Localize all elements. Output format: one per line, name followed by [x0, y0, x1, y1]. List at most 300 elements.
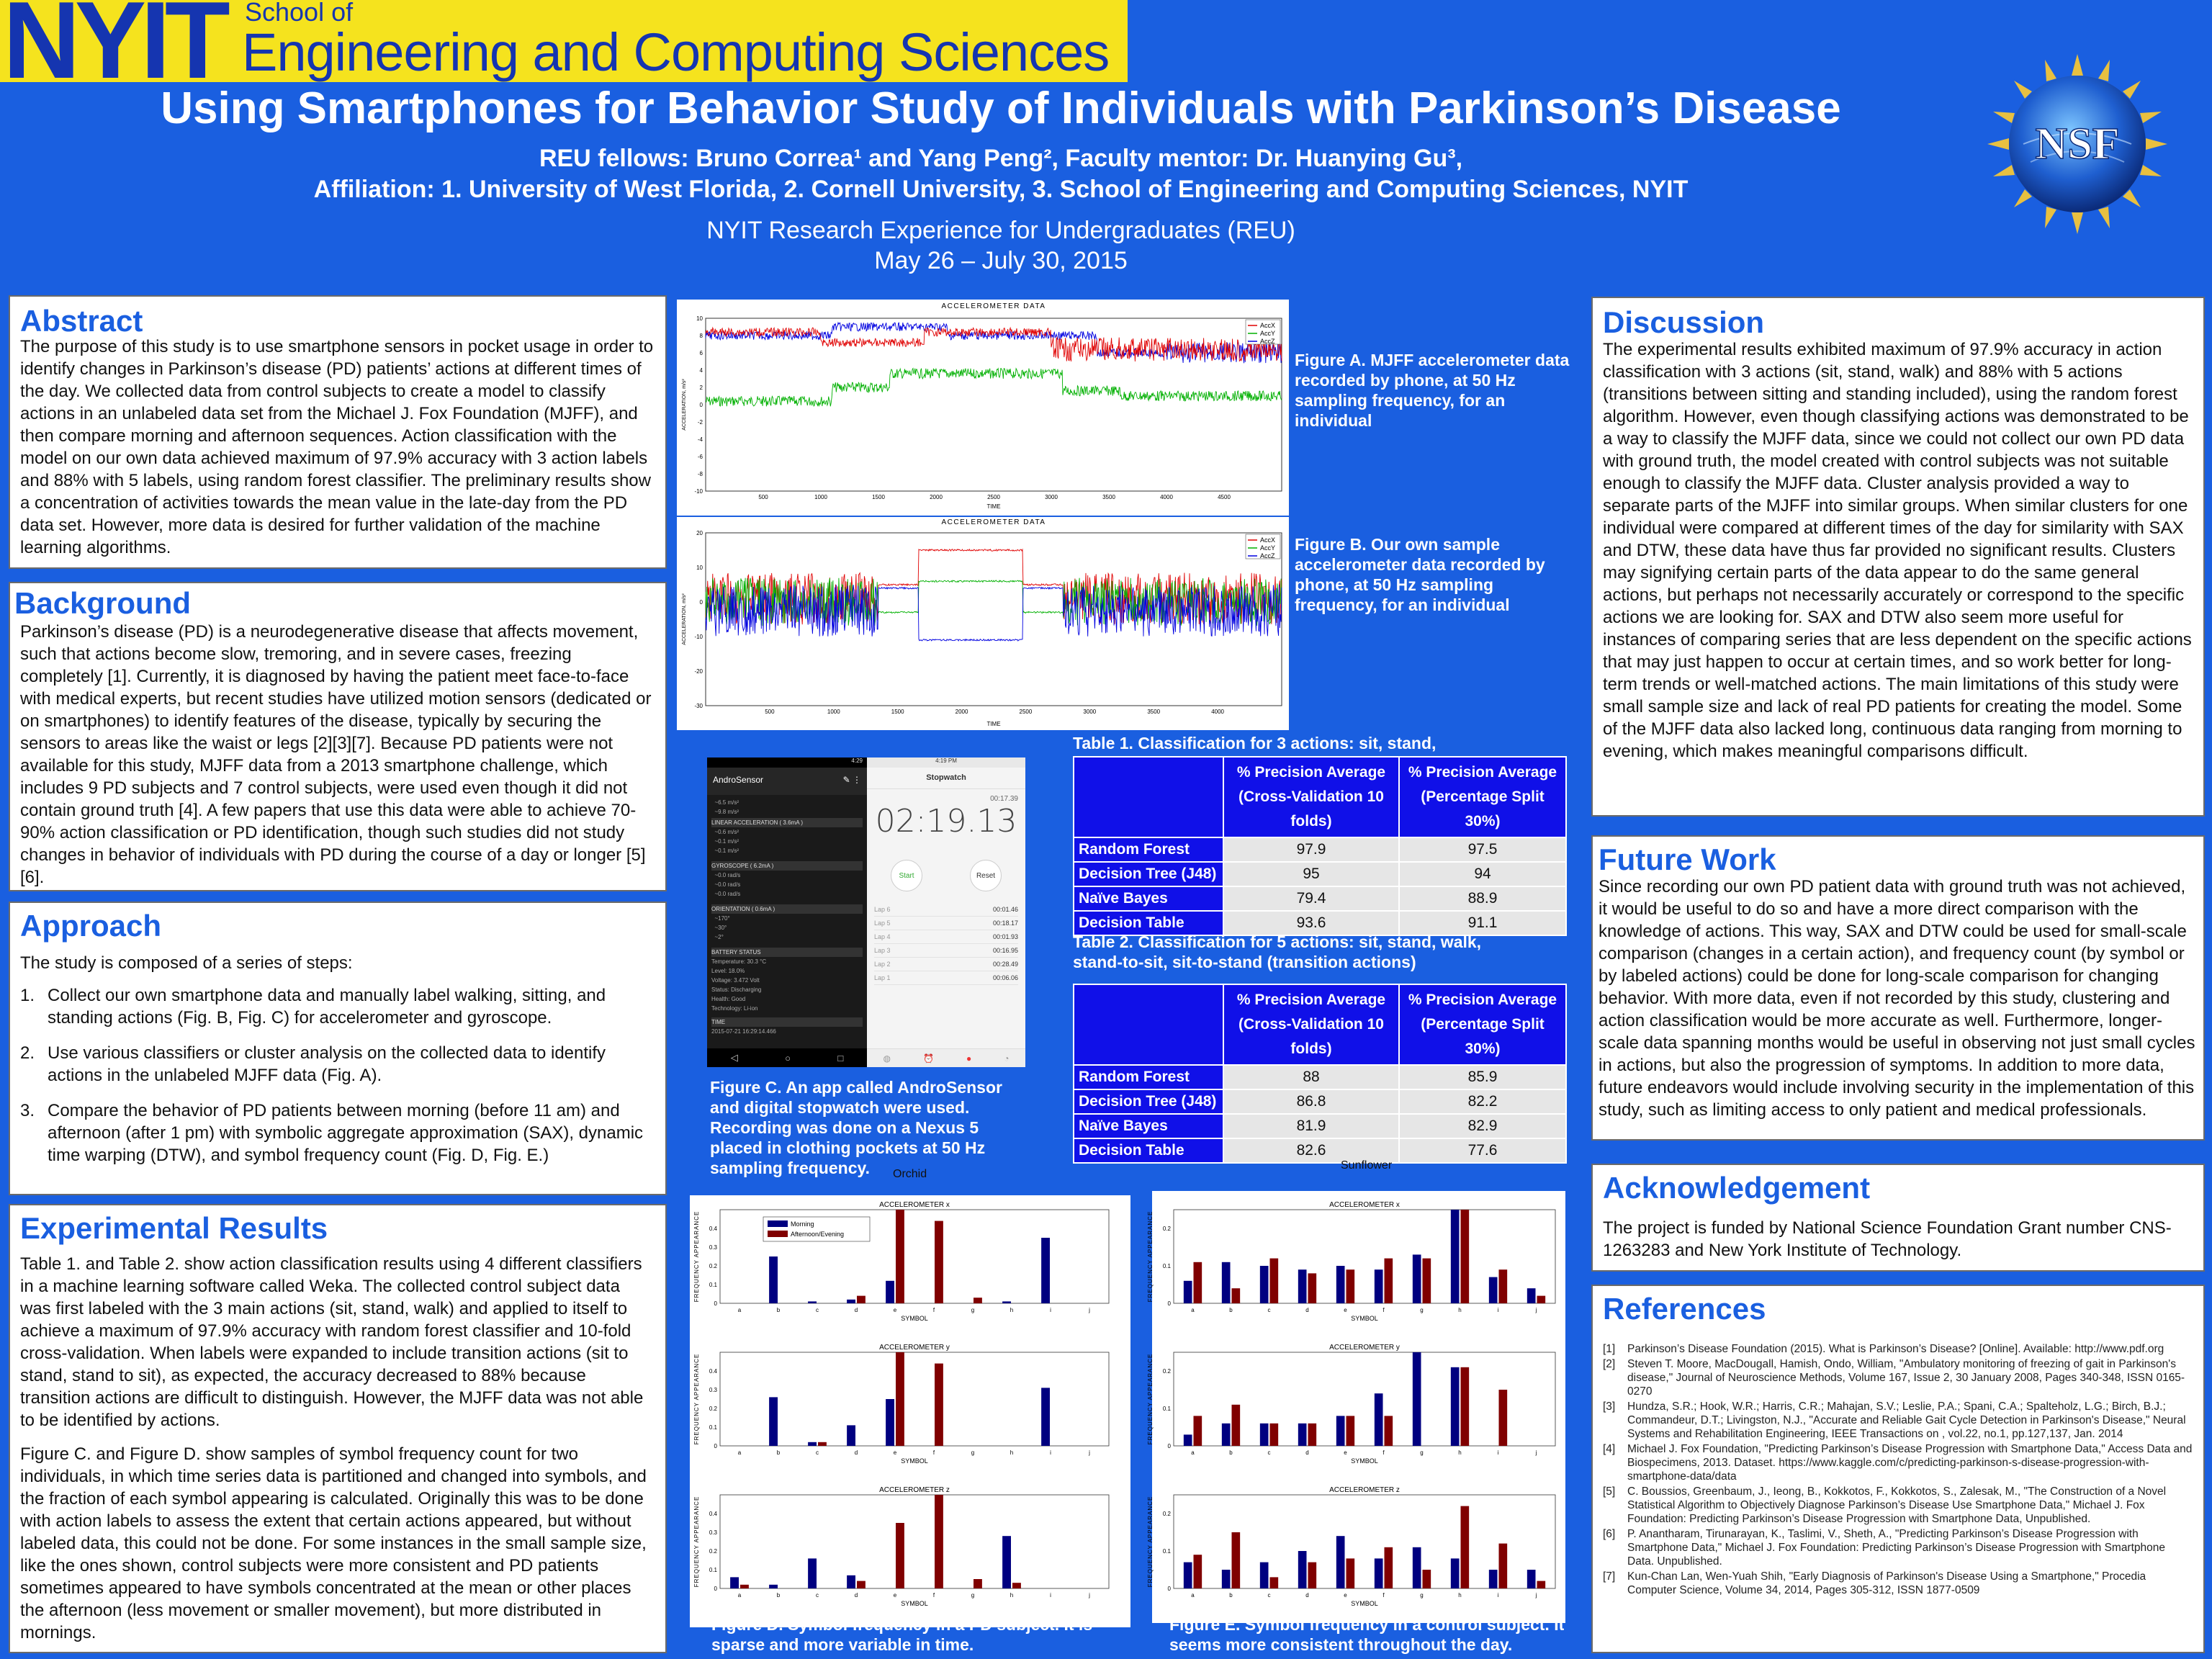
bar-category-label: f — [1382, 1449, 1385, 1456]
bar-morning — [1451, 1558, 1460, 1588]
bar-afternoon — [1270, 1424, 1279, 1446]
bar-afternoon — [1423, 1570, 1431, 1588]
authors-line: REU fellows: Bruno Correa¹ and Yang Peng², Faculty mentor: Dr. Huanying Gu³, — [539, 145, 1463, 172]
y-tick-label: 20 — [696, 530, 703, 536]
table-1-caption: Table 1. Classification for 3 actions: sit, stand, — [1073, 734, 1437, 752]
lap-row: Lap 6 00:01.46 — [874, 903, 1018, 917]
bar-category-label: h — [1010, 1592, 1014, 1599]
table-1-header: % Precision Average (Cross-Validation 10 folds) — [1223, 757, 1399, 837]
classifier-name: Decision Table — [1074, 911, 1223, 935]
svg-text:TIME: TIME — [986, 721, 1001, 727]
legend-label: AccY — [1260, 330, 1276, 337]
background-section — [9, 582, 667, 891]
reference-item: [1] Parkinson’s Disease Foundation (2015). What is Parkinson’s Disease? [Online]. Available: http://www.pdf.org — [1603, 1343, 2164, 1355]
alarm-icon[interactable]: ⏰ — [923, 1053, 934, 1064]
approach-steps — [20, 984, 655, 1166]
bar-y-tick: 0.1 — [709, 1567, 717, 1573]
bar-morning — [1298, 1269, 1307, 1303]
bar-morning — [886, 1399, 894, 1446]
reference-item: [7] Kun-Chan Lan, Wen-Yuah Shih, "Early Diagnosis of Parkinson's Disease Using a Smartphone," Procedia Computer Science, Volume 34, 2014, Pages 305-312, ISSN 1877-0509 — [1603, 1570, 2146, 1596]
x-tick-label: 3000 — [1045, 494, 1058, 500]
precision-value: 88.9 — [1399, 886, 1566, 911]
bar-chart-title: ACCELEROMETER y — [1329, 1344, 1400, 1352]
bar-y-tick: 0 — [1167, 1443, 1171, 1449]
bar-y-tick: 0.4 — [709, 1368, 717, 1375]
bar-category-label: c — [816, 1592, 819, 1599]
legend-swatch — [768, 1220, 788, 1227]
bar-morning — [1375, 1558, 1383, 1588]
bar-category-label: b — [776, 1592, 781, 1599]
precision-value: 82.9 — [1399, 1114, 1566, 1138]
x-tick-label: 2500 — [1019, 709, 1033, 715]
bar-y-tick: 0.3 — [709, 1244, 717, 1251]
acknowledgement-text: The project is funded by National Science Foundation Grant number CNS-1263283 and New York Institute of Technology. — [1603, 1218, 2172, 1260]
bar-afternoon — [974, 1298, 982, 1303]
x-tick-label: 1500 — [891, 709, 904, 715]
background-text: Parkinson’s disease (PD) is a neurodegenerative disease that affects movement, such that actions become slow, tremoring, and in severe cases, freezing completely [1]. Currently, it is diagnosed by having the patient meet face-to-face with medical experts, but recent studies have utilized motion sensors (dedicated or on smartphones) to identify features of the disease, typically by securing the sensors to areas like the waist or legs [2][3][7]. Because PD patients were not available for this study, MJFF data from a 2013 smartphone challenge, which includes 9 PD subjects and 7 control subjects, were used even though it did not contain ground truth [4]. A few papers that use this data were able to achieve 70-90% action classification or PD identification, though such studies did not study changes in behavior of individuals with PD during the course of a day or longer [5][6]. — [20, 622, 652, 887]
bar-category-label: j — [1089, 1592, 1090, 1599]
bar-afternoon — [935, 1495, 943, 1588]
timer-icon[interactable]: ◔ — [1004, 1053, 1010, 1064]
bar-category-label: d — [1305, 1449, 1309, 1456]
lap-list — [867, 903, 1025, 985]
svg-text:ACCELEROMETER DATA: ACCELEROMETER DATA — [941, 302, 1046, 310]
bar-category-label: i — [1497, 1307, 1499, 1313]
bar-afternoon — [1385, 1547, 1393, 1588]
nyit-logo: NYIT — [3, 0, 225, 102]
bar-y-tick: 0.2 — [1162, 1226, 1171, 1232]
precision-value: 97.9 — [1223, 837, 1399, 862]
results-section — [9, 1204, 667, 1653]
bar-y-tick: 0 — [1167, 1300, 1171, 1307]
bar-plot-area — [720, 1352, 1109, 1446]
bar-category-label: d — [1305, 1592, 1309, 1599]
figure-e-caption: Figure E. Symbol frequency in a control subject. It seems more consistent throughout the day. — [1169, 1615, 1565, 1654]
bar-category-label: g — [971, 1592, 975, 1599]
bar-afternoon — [1270, 1577, 1279, 1588]
bar-y-label: FREQUENCY APPEARANCE — [1147, 1353, 1154, 1445]
legend-label: Morning — [791, 1220, 814, 1228]
x-tick-label: 3500 — [1102, 494, 1115, 500]
bar-category-label: c — [1267, 1592, 1271, 1599]
program-line: NYIT Research Experience for Undergraduates (REU) — [706, 217, 1295, 244]
x-tick-label: 3000 — [1083, 709, 1097, 715]
bar-category-label: i — [1497, 1592, 1499, 1599]
bar-chart-title: ACCELEROMETER x — [1329, 1201, 1400, 1209]
discussion-text: The experimental results exhibited maximum of 97.9% accuracy in action classification with 3 actions (sit, stand, walk) and 88% with 5 actions (transitions between sitting and standing included), using the random forest algorithm. However, even though classifying actions was demonstrated to be a way to classify the MJFF data, since we could not collect our own PD data with ground truth, the model created with control subjects was not suitable enough to classify the MJFF data. Cluster analysis provided a way to separate parts of the MJFF into similar groups. When similar clusters for one individual were compared at different times of the day for similarity with SAX and DTW, these data have thus far provided no significant results. Clusters may signifying certain parts of the data appear to do the same general actions, but perhaps not necessarily accurately or correspond to the specific actions we are looking for. SAX and DTW also seem more useful for instances of comparing series that are less dependent on the specific actions that may just happen to occur at certain times, and so work better for long-term trends or well-matched actions. The main limitations of this study were small sample size and lack of real PD patients for creating the model. Some of the MJFF data also lacked long, continuous data ranging from morning to evening, which makes meaningful comparisons difficult. — [1603, 340, 2192, 761]
precision-value: 91.1 — [1399, 911, 1566, 935]
x-tick-label: 4000 — [1211, 709, 1225, 715]
classifier-name: Naïve Bayes — [1074, 886, 1223, 911]
bar-category-label: h — [1458, 1592, 1462, 1599]
bar-category-label: c — [816, 1449, 819, 1456]
androsensor-menu-icon[interactable]: ✎ ⋮ — [842, 775, 861, 785]
classifier-name: Random Forest — [1074, 837, 1223, 862]
precision-value: 77.6 — [1399, 1138, 1566, 1163]
references-section — [1591, 1285, 2205, 1653]
bar-afternoon — [1461, 1210, 1470, 1303]
stopwatch-reset-button[interactable]: Reset — [970, 860, 1002, 891]
table-2-header: % Precision Average (Percentage Split 30%) — [1399, 984, 1566, 1065]
bar-category-label: a — [1191, 1592, 1195, 1599]
bar-category-label: g — [1420, 1592, 1424, 1599]
bar-morning — [1336, 1536, 1345, 1588]
bar-morning — [1451, 1210, 1460, 1303]
precision-value: 85.9 — [1399, 1065, 1566, 1089]
x-tick-label: 4500 — [1218, 494, 1231, 500]
bar-morning — [847, 1300, 855, 1303]
classifier-name: Decision Tree (J48) — [1074, 1089, 1223, 1114]
stopwatch-title: Stopwatch — [867, 768, 1025, 789]
bar-category-label: j — [1089, 1307, 1090, 1313]
bar-morning — [1413, 1254, 1421, 1303]
y-tick-label: -2 — [697, 419, 703, 426]
affiliation-line: Affiliation: 1. University of West Florida, 2. Cornell University, 3. School of Engineering and Computing Sciences, NYIT — [313, 176, 1689, 203]
bar-category-label: e — [1344, 1307, 1347, 1313]
bar-y-label: FREQUENCY APPEARANCE — [693, 1496, 700, 1588]
bar-category-label: e — [1344, 1592, 1347, 1599]
bar-afternoon — [1346, 1558, 1355, 1588]
bar-afternoon — [1537, 1296, 1546, 1303]
bar-category-label: c — [816, 1307, 819, 1313]
bar-afternoon — [1385, 1416, 1393, 1446]
precision-value: 95 — [1223, 862, 1399, 886]
x-tick-label: 2000 — [930, 494, 943, 500]
bar-morning — [1260, 1424, 1269, 1446]
bar-y-tick: 0.1 — [1162, 1263, 1171, 1269]
bar-category-label: f — [932, 1307, 935, 1313]
bar-category-label: a — [737, 1449, 742, 1456]
bar-category-label: i — [1050, 1592, 1051, 1599]
bar-afternoon — [1461, 1367, 1470, 1446]
table-row — [1074, 1138, 1566, 1163]
world-clock-icon[interactable]: ◍ — [883, 1053, 891, 1064]
y-tick-label: 2 — [699, 385, 703, 391]
x-tick-label: 1000 — [814, 494, 827, 500]
bar-afternoon — [818, 1442, 827, 1446]
bar-category-label: a — [1191, 1449, 1195, 1456]
table-1 — [1073, 756, 1567, 936]
bar-category-label: i — [1497, 1449, 1499, 1456]
bar-category-label: f — [1382, 1307, 1385, 1313]
lap-row: Lap 3 00:16.95 — [874, 944, 1018, 958]
androsensor-app-title: AndroSensor — [713, 775, 764, 785]
bar-y-tick: 0.2 — [1162, 1368, 1171, 1375]
bar-category-label: h — [1458, 1449, 1462, 1456]
bar-category-label: b — [1229, 1592, 1233, 1599]
precision-value: 94 — [1399, 862, 1566, 886]
bar-afternoon — [740, 1585, 749, 1588]
bar-category-label: d — [1305, 1307, 1309, 1313]
bar-y-tick: 0.4 — [709, 1226, 717, 1232]
bar-afternoon — [1499, 1390, 1508, 1446]
results-para-1: Table 1. and Table 2. show action classification results using 4 different classifiers in a machine learning software called Weka. The collected control subject data was first labeled with the 3 main actions (sit, stand, walk) and applied to itself to achieve a maximum of 97.9% accuracy with random forest classifier and 10-fold cross-validation. When labels were expanded to include transition actions (sit to stand, stand to sit), as expected, the accuracy decreased to 88% because transition actions are difficult to distinguish. However, the MJFF data was not able to be identified by actions. — [20, 1254, 644, 1430]
poster-title: Using Smartphones for Behavior Study of Individuals with Parkinson’s Disease — [161, 84, 1841, 133]
bar-y-label: FREQUENCY APPEARANCE — [693, 1210, 700, 1303]
bar-afternoon — [1194, 1416, 1202, 1446]
bar-afternoon — [1308, 1424, 1317, 1446]
classifier-name: Decision Tree (J48) — [1074, 862, 1223, 886]
bar-afternoon — [1232, 1532, 1241, 1588]
bar-afternoon — [1499, 1544, 1508, 1588]
bar-morning — [1489, 1570, 1498, 1588]
bar-afternoon — [935, 1221, 943, 1303]
bar-plot-area — [1174, 1495, 1555, 1588]
bar-y-tick: 0.1 — [709, 1282, 717, 1288]
bar-morning — [1375, 1269, 1383, 1303]
reference-item: [3] Hundza, S.R.; Hook, W.R.; Harris, C.R.; Mahajan, S.V.; Leslie, P.A.; Spani, C.A.; Spalteholz, L.G.; Birch, B.J.; Commandeur, D.T.; Livingston, N.J., "Accurate and Reliable Gait Cycle Detection in Parkinson's Disease," Neural Systems and Rehabilitation Engineering, IEEE Transactions on , vol.22, no.1, pp.127,137, Jan. 2014 — [1603, 1401, 2186, 1440]
bar-morning — [886, 1281, 894, 1303]
figure-e-subject-label: Sunflower — [1341, 1159, 1393, 1172]
bar-x-label: SYMBOL — [1351, 1315, 1378, 1322]
table-1-header: % Precision Average (Percentage Split 30%) — [1399, 757, 1566, 837]
bar-category-label: b — [776, 1307, 781, 1313]
figure-b-caption: Figure B. Our own sample accelerometer data recorded by phone, at 50 Hz sampling frequency, for an individual — [1295, 535, 1545, 614]
bar-y-tick: 0.1 — [1162, 1406, 1171, 1412]
bar-afternoon — [1232, 1405, 1241, 1446]
classifier-name: Naïve Bayes — [1074, 1114, 1223, 1138]
bar-afternoon — [1308, 1273, 1317, 1303]
approach-step: 2. Use various classifiers or cluster analysis on the collected data to identify actions in the unlabeled MJFF data (Fig. A). — [20, 1043, 606, 1085]
recents-icon[interactable]: □ — [837, 1052, 844, 1064]
legend-swatch — [768, 1231, 788, 1237]
bar-y-label: FREQUENCY APPEARANCE — [1147, 1496, 1154, 1588]
bar-plot-area — [1174, 1352, 1555, 1446]
table-row — [1074, 837, 1566, 862]
bar-afternoon — [1423, 1259, 1431, 1303]
bar-morning — [1222, 1424, 1231, 1446]
y-tick-label: -30 — [694, 703, 703, 709]
stopwatch-icon[interactable]: ● — [966, 1053, 972, 1064]
acknowledgement-section — [1591, 1164, 2205, 1272]
precision-value: 82.6 — [1223, 1138, 1399, 1163]
bar-category-label: j — [1535, 1307, 1537, 1313]
bar-category-label: a — [1191, 1307, 1195, 1313]
bar-category-label: e — [1344, 1449, 1347, 1456]
bar-afternoon — [1308, 1563, 1317, 1588]
y-tick-label: -4 — [697, 436, 703, 443]
school-name: Engineering and Computing Sciences — [242, 22, 1110, 82]
bar-category-label: a — [737, 1307, 742, 1313]
bar-category-label: d — [854, 1592, 858, 1599]
approach-step: 3. Compare the behavior of PD patients between morning (before 11 am) and afternoon (after 1 pm) with symbolic aggregate approximation (SAX), dynamic time warping (DTW), and symbol frequency count (Fig. D, Fig. E.) — [20, 1101, 644, 1165]
bar-morning — [1298, 1424, 1307, 1446]
bar-morning — [1336, 1266, 1345, 1303]
bar-category-label: j — [1089, 1449, 1090, 1456]
figure-c-caption: Figure C. An app called AndroSensor and digital stopwatch were used. Recording was done on a Nexus 5 placed in clothing pockets at 50 Hz sampling frequency. — [710, 1078, 1002, 1177]
x-tick-label: 2500 — [987, 494, 1000, 500]
bar-chart-title: ACCELEROMETER y — [879, 1344, 950, 1352]
discussion-section — [1591, 297, 2205, 817]
table-2-header: % Precision Average (Cross-Validation 10 folds) — [1223, 984, 1399, 1065]
bar-category-label: c — [1267, 1307, 1271, 1313]
svg-text:ACCELERATION, m/s²: ACCELERATION, m/s² — [682, 379, 687, 431]
x-tick-label: 1500 — [872, 494, 885, 500]
bar-y-tick: 0.1 — [1162, 1548, 1171, 1555]
bar-morning — [1413, 1547, 1421, 1588]
approach-step: 1. Collect our own smartphone data and manually label walking, sitting, and standing actions (Fig. B, Fig. C) for accelerometer and gyroscope. — [20, 986, 606, 1028]
figure-a-chart — [677, 300, 1289, 516]
bar-plot-area — [720, 1495, 1109, 1588]
bar-afternoon — [896, 1210, 904, 1303]
bar-category-label: b — [1229, 1307, 1233, 1313]
bar-afternoon — [1012, 1583, 1021, 1588]
precision-value: 86.8 — [1223, 1089, 1399, 1114]
bar-plot-area — [1174, 1210, 1555, 1303]
y-tick-label: 0 — [699, 402, 703, 408]
figure-b-chart — [677, 517, 1289, 730]
bar-morning — [769, 1256, 778, 1303]
svg-text:ACCELEROMETER DATA: ACCELEROMETER DATA — [941, 518, 1046, 526]
bar-category-label: e — [893, 1307, 897, 1313]
bar-x-label: SYMBOL — [901, 1457, 928, 1465]
y-tick-label: 6 — [699, 350, 703, 356]
future-work-title: Future Work — [1599, 842, 1776, 876]
references-title: References — [1603, 1292, 1766, 1326]
x-tick-label: 3500 — [1147, 709, 1161, 715]
bar-morning — [1451, 1367, 1460, 1446]
y-tick-label: -10 — [694, 634, 703, 640]
legend-label: AccX — [1260, 536, 1276, 544]
bar-y-tick: 0.3 — [709, 1387, 717, 1393]
nsf-logo-icon — [1987, 54, 2167, 234]
bar-category-label: d — [854, 1307, 858, 1313]
bar-category-label: f — [1382, 1592, 1385, 1599]
y-tick-label: -6 — [697, 454, 703, 460]
bar-afternoon — [857, 1581, 866, 1588]
future-work-section — [1591, 835, 2205, 1141]
bar-afternoon — [1537, 1581, 1546, 1588]
bar-y-tick: 0.1 — [709, 1424, 717, 1431]
bar-afternoon — [1270, 1259, 1279, 1303]
approach-title: Approach — [20, 909, 162, 943]
bar-category-label: j — [1535, 1592, 1537, 1599]
bar-afternoon — [1346, 1269, 1355, 1303]
bar-x-label: SYMBOL — [1351, 1600, 1378, 1607]
classifier-name: Random Forest — [1074, 1065, 1223, 1089]
bar-category-label: d — [854, 1449, 858, 1456]
bar-chart-title: ACCELEROMETER z — [1329, 1486, 1400, 1494]
back-icon[interactable]: ◁ — [730, 1052, 738, 1063]
bar-morning — [769, 1585, 778, 1588]
bar-y-tick: 0.3 — [709, 1529, 717, 1536]
svg-text:TIME: TIME — [986, 503, 1001, 510]
bar-morning — [808, 1558, 817, 1588]
reference-item: [2] Steven T. Moore, MacDougall, Hamish, Ondo, William, "Ambulatory monitoring of freezing of gait in Parkinson's disease," Journal of Neuroscience Methods, Volume 167, Issue 2, 30 January 2008, Pages 340-348, ISSN 0165-0270 — [1603, 1358, 2185, 1398]
bar-morning — [1489, 1277, 1498, 1303]
stopwatch-screenshot: 4:19 PM Stopwatch 00:17.39 02:19.13 Start Reset Lap 6 00:01.46 Lap 5 00:18.17 Lap 4 00:01.93 Lap 3 00:16.95 Lap 2 00:28.49 Lap 1 00:06.06 ◍ ⏰ ● ◔ — [867, 757, 1025, 1067]
bar-legend — [763, 1217, 870, 1241]
bar-afternoon — [974, 1579, 982, 1588]
bar-category-label: j — [1535, 1449, 1537, 1456]
abstract-title: Abstract — [20, 304, 143, 338]
classifier-name: Decision Table — [1074, 1138, 1223, 1163]
legend-label: AccY — [1260, 544, 1276, 552]
legend-label: AccZ — [1260, 338, 1275, 345]
legend-label: AccZ — [1260, 552, 1275, 559]
bar-category-label: g — [1420, 1449, 1424, 1456]
lap-row: Lap 5 00:18.17 — [874, 917, 1018, 930]
table-row — [1074, 1114, 1566, 1138]
bar-morning — [847, 1425, 855, 1446]
bar-x-label: SYMBOL — [901, 1315, 928, 1322]
bar-y-tick: 0.2 — [709, 1406, 717, 1412]
bar-y-tick: 0.4 — [709, 1511, 717, 1517]
y-tick-label: 10 — [696, 565, 703, 571]
home-icon[interactable]: ○ — [785, 1052, 791, 1064]
bar-category-label: b — [1229, 1449, 1233, 1456]
bar-afternoon — [1385, 1259, 1393, 1303]
bar-category-label: g — [971, 1307, 975, 1313]
y-tick-label: -10 — [694, 488, 703, 495]
table-row — [1074, 862, 1566, 886]
bar-y-tick: 0 — [714, 1300, 717, 1307]
bar-morning — [1527, 1570, 1536, 1588]
x-tick-label: 4000 — [1160, 494, 1173, 500]
stopwatch-start-button[interactable]: Start — [891, 860, 922, 891]
table-row — [1074, 1089, 1566, 1114]
bar-y-tick: 0 — [714, 1443, 717, 1449]
bar-category-label: b — [776, 1449, 781, 1456]
discussion-title: Discussion — [1603, 305, 1765, 339]
x-tick-label: 500 — [758, 494, 768, 500]
bar-afternoon — [1194, 1555, 1202, 1588]
y-tick-label: 8 — [699, 333, 703, 339]
legend-label: AccX — [1260, 322, 1276, 329]
bar-morning — [1184, 1281, 1192, 1303]
bar-afternoon — [857, 1296, 866, 1303]
lap-row: Lap 1 00:06.06 — [874, 971, 1018, 985]
bar-x-label: SYMBOL — [1351, 1457, 1378, 1465]
table-row — [1074, 886, 1566, 911]
bar-morning — [1002, 1536, 1011, 1588]
y-tick-label: -8 — [697, 471, 703, 477]
dates-line: May 26 – July 30, 2015 — [874, 247, 1128, 274]
bar-category-label: f — [932, 1592, 935, 1599]
table-row — [1074, 1065, 1566, 1089]
legend-label: Afternoon/Evening — [791, 1231, 845, 1238]
figure-a-caption: Figure A. MJFF accelerometer data recorded by phone, at 50 Hz sampling frequency, for an individual — [1295, 351, 1570, 430]
bar-morning — [808, 1301, 817, 1303]
x-tick-label: 500 — [765, 709, 775, 715]
bar-y-label: FREQUENCY APPEARANCE — [1147, 1210, 1154, 1303]
bar-afternoon — [1499, 1269, 1508, 1303]
bar-morning — [1222, 1262, 1231, 1303]
figure-d-subject-label: Orchid — [893, 1168, 927, 1180]
precision-value: 79.4 — [1223, 886, 1399, 911]
precision-value: 97.5 — [1399, 837, 1566, 862]
bar-morning — [1002, 1301, 1011, 1303]
bar-category-label: c — [1267, 1449, 1271, 1456]
precision-value: 93.6 — [1223, 911, 1399, 935]
bar-morning — [1336, 1416, 1345, 1446]
bar-category-label: e — [893, 1449, 897, 1456]
x-tick-label: 2000 — [955, 709, 968, 715]
y-tick-label: 0 — [699, 599, 703, 606]
bar-y-tick: 0.2 — [1162, 1511, 1171, 1517]
future-work-text: Since recording our own PD patient data with ground truth was not achieved, it would be useful to do so and have a more direct comparison with the knowledge of actions. This way, SAX and DTW could be used for small-scale comparison (changes in a certain action), and frequency count (by symbol or by labeled actions) could be done for long-scale comparison for changing behavior. With more data, even if not recorded by this study, clustering and action classification would be more accurate as well. Furthermore, longer-scale data spanning months would be useful in observing not just small cycles in actions, but also the progression of symptoms. In addition to more data, future endeavors would include involving security in the implementation of this study, such as limiting access to only patient and medical professionals. — [1599, 877, 2195, 1120]
bar-category-label: h — [1458, 1307, 1462, 1313]
bar-morning — [1041, 1238, 1050, 1303]
bar-afternoon — [1461, 1506, 1470, 1588]
bar-afternoon — [896, 1523, 904, 1588]
x-tick-label: 1000 — [827, 709, 840, 715]
bar-category-label: i — [1050, 1307, 1051, 1313]
bar-category-label: a — [737, 1592, 742, 1599]
bar-category-label: i — [1050, 1449, 1051, 1456]
bar-morning — [1413, 1352, 1421, 1446]
bar-afternoon — [1232, 1288, 1241, 1303]
